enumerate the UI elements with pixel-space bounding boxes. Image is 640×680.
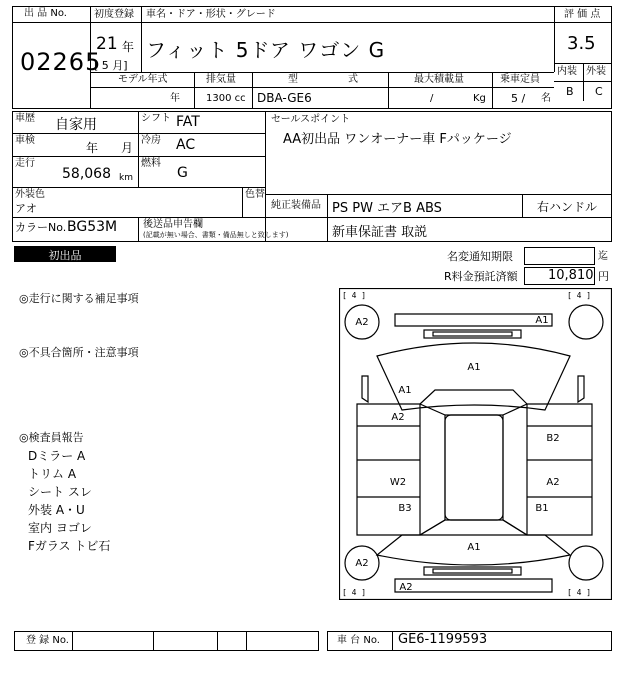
equipment: PS PW エアB ABS [332,201,442,216]
model-year-unit: 年 [170,93,180,104]
mark-left-rear-door: W2 [389,477,407,488]
color-no-label: カラーNo. [15,221,67,234]
mark-left-quarter: B3 [398,503,412,514]
steering: 右ハンドル [537,200,598,214]
reg-no-label: 登 録 No. [26,635,69,646]
first-reg-year: 21 [96,34,118,54]
score-label: 評 価 点 [564,9,601,20]
model-code: DBA-GE6 [257,91,312,105]
car-name: フィット 5ドア ワゴン G [146,38,386,62]
recolor-label: 色替 [245,189,265,200]
inspection-year: 年 [86,141,99,155]
color: アオ [15,202,37,215]
shift: FAT [176,114,200,130]
exterior-label: 外装 [586,66,606,77]
tire-label-bottom-left: [ 4 ] [342,588,367,597]
displacement-label: 排気量 [206,74,236,85]
mark-right-front-door: B2 [546,433,560,444]
inspection-month: 月 [121,141,134,155]
first-reg-month: [ 5 月] [94,59,128,72]
inspector-line: シート スレ [28,485,92,499]
inspector-line: Dミラー A [28,449,86,463]
mark-rear-circle: A2 [355,558,369,569]
history-label: 車歴 [15,113,35,124]
mark-rear-bumper: A2 [399,582,413,593]
mileage-label: 走行 [15,158,35,169]
mark-left-fender: A1 [398,385,412,396]
front-bumper-shape [395,314,552,326]
inspector-line: 外装 A・U [28,503,85,517]
seats-label: 乗車定員 [500,74,540,85]
first-reg-year-unit: 年 [122,40,135,54]
tire-rear-right [569,546,603,580]
type-label-2: 式 [348,74,358,85]
sales-label: セールスポイント [271,114,351,125]
capacity-value: / [430,93,434,104]
mileage: 58,068 [62,166,111,182]
exterior-grade: C [595,85,603,98]
warranty: 新車保証書 取説 [332,225,428,240]
model-year-label: モデル年式 [118,74,168,85]
name-change-suffix: 迄 [598,251,608,262]
inspector-label: ◎検査員報告 [19,431,84,444]
sales-text: AA初出品 ワンオーナー車 Fパッケージ [283,132,512,147]
recycle-label: R料金預託済額 [444,270,518,283]
interior-label: 内装 [557,66,577,77]
first-listing-text: 初出品 [48,249,82,262]
post-doc-label: 後送品申告欄 [143,219,203,230]
tire-label-top-left: [ 4 ] [342,291,367,300]
chassis-label: 車 台 No. [337,635,380,646]
interior-grade: B [566,85,574,98]
mark-right-quarter: B1 [535,503,549,514]
lot-no-label: 出 品 No. [24,8,67,19]
inspection-label: 車検 [15,135,35,146]
recycle-unit: 円 [598,270,609,283]
mark-right-rear-door: A2 [546,477,560,488]
type-label: 型 [288,74,298,85]
tire-label-top-right: [ 4 ] [567,291,592,300]
tire-front-right [569,305,603,339]
inspector-line: トリム A [28,467,77,481]
recycle-value: 10,810 [548,268,594,283]
inspector-line: Fガラス トビ石 [28,539,111,553]
right-body-side [527,404,592,535]
seats-unit: 名 [541,93,551,104]
left-body-side [357,404,420,535]
car-damage-diagram [339,288,612,600]
capacity-unit: Kg [473,93,486,104]
chassis-no: GE6-1199593 [398,632,488,647]
mileage-unit: km [119,173,133,183]
aircon: AC [176,137,196,153]
aircon-label: 冷房 [141,135,161,146]
fuel-label: 燃料 [141,158,161,169]
mark-trunk: A1 [467,542,481,553]
mark-hood: A1 [467,362,481,373]
car-name-label: 車名・ドア・形状・グレード [146,9,276,20]
capacity-label: 最大積載量 [414,74,464,85]
shift-label: シフト [141,113,171,124]
post-doc-note: (記載が無い場合、書類・備品無しと致します) [143,231,289,239]
hood-shape [377,343,570,410]
equipment-label: 純正装備品 [271,200,321,211]
driving-notes-label: ◎走行に関する補足事項 [19,292,139,305]
seats-value: 5 / [511,92,526,105]
roof-shape [445,415,503,520]
history: 自家用 [55,117,97,133]
lot-no: 02265 [20,48,102,76]
mark-left-front-door: A2 [391,412,405,423]
color-label: 外装色 [15,189,45,200]
rear-bumper-shape [395,579,552,592]
name-change-label: 名変通知期限 [447,250,513,263]
fuel: G [177,165,188,181]
mark-front-bumper: A1 [535,315,549,326]
first-reg-label: 初度登録 [94,9,134,20]
mark-front-circle: A2 [355,317,369,328]
defects-label: ◎不具合箇所・注意事項 [19,346,139,359]
inspector-line: 室内 ヨゴレ [28,521,92,535]
displacement: 1300 cc [206,93,246,104]
name-change-box [524,247,595,265]
tire-label-bottom-right: [ 4 ] [567,588,592,597]
score: 3.5 [567,33,596,54]
color-no: BG53M [67,219,118,235]
